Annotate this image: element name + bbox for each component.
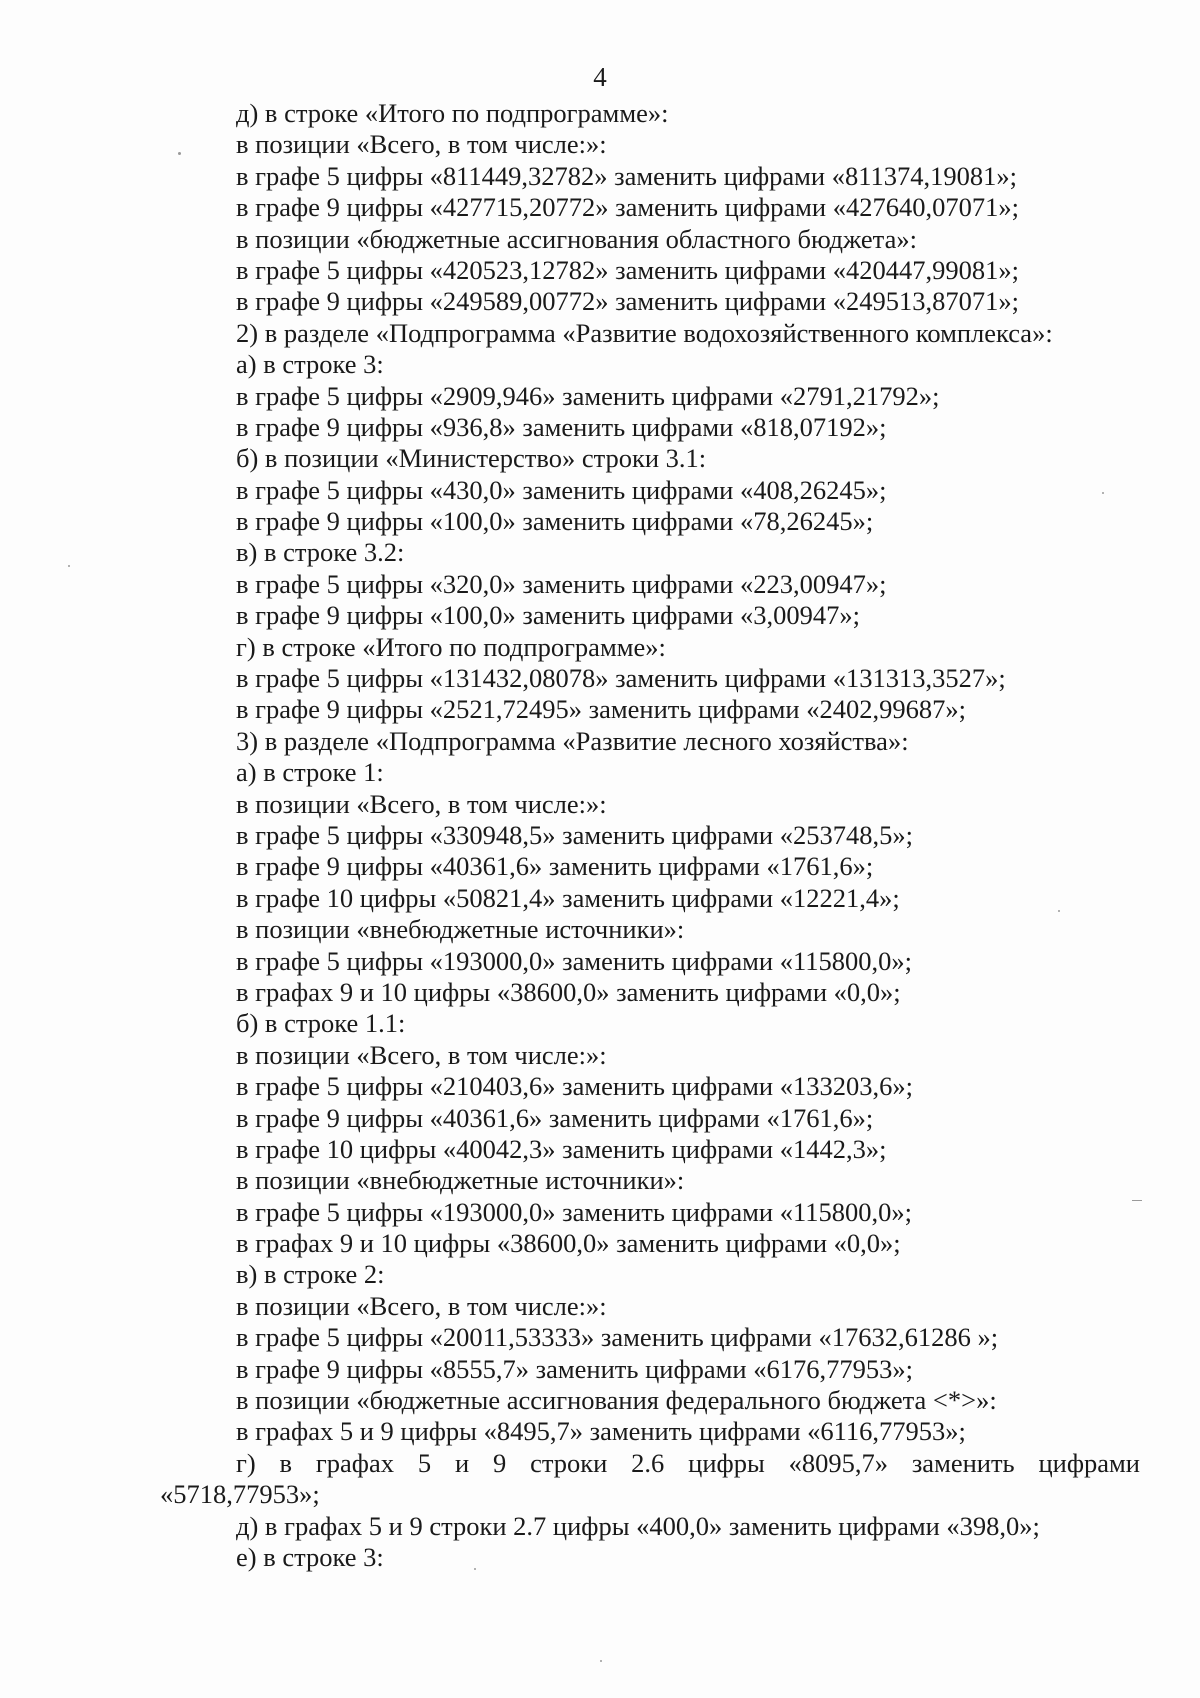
- text-line: в графе 9 цифры «100,0» заменить цифрами «3,00947»;: [236, 600, 860, 631]
- text-line: в графе 9 цифры «2521,72495» заменить цифрами «2402,99687»;: [236, 694, 966, 725]
- text-line: в позиции «Всего, в том числе:»:: [236, 129, 607, 160]
- text-line: в графе 5 цифры «420523,12782» заменить цифрами «420447,99081»;: [236, 254, 1019, 285]
- scan-speck: [1058, 910, 1060, 912]
- text-line: в графе 5 цифры «811449,32782» заменить цифрами «811374,19081»;: [236, 160, 1017, 191]
- text-line: е) в строке 3:: [236, 1541, 384, 1572]
- text-line: в графе 9 цифры «100,0» заменить цифрами «78,26245»;: [236, 506, 874, 537]
- text-line: д) в графах 5 и 9 строки 2.7 цифры «400,0» заменить цифрами «398,0»;: [236, 1510, 1040, 1541]
- text-line: в позиции «Всего, в том числе:»:: [236, 1039, 607, 1070]
- text-line: 2) в разделе «Подпрограмма «Развитие водохозяйственного комплекса»:: [236, 317, 1053, 348]
- text-line: в графе 5 цифры «430,0» заменить цифрами «408,26245»;: [236, 474, 887, 505]
- text-line: «5718,77953»;: [160, 1479, 320, 1510]
- text-line: в позиции «Всего, в том числе:»:: [236, 788, 607, 819]
- text-line: в графах 5 и 9 цифры «8495,7» заменить цифрами «6116,77953»;: [236, 1416, 966, 1447]
- text-line: в графе 10 цифры «40042,3» заменить цифрами «1442,3»;: [236, 1133, 887, 1164]
- text-line: б) в строке 1.1:: [236, 1008, 406, 1039]
- text-line: в графе 5 цифры «210403,6» заменить цифрами «133203,6»;: [236, 1071, 913, 1102]
- text-line: в графе 9 цифры «249589,00772» заменить цифрами «249513,87071»;: [236, 286, 1019, 317]
- text-line: а) в строке 3:: [236, 349, 384, 380]
- text-line: в) в строке 2:: [236, 1259, 385, 1290]
- text-line: в графе 5 цифры «320,0» заменить цифрами «223,00947»;: [236, 568, 887, 599]
- text-line: в графе 9 цифры «427715,20772» заменить цифрами «427640,07071»;: [236, 192, 1019, 223]
- text-line: в позиции «бюджетные ассигнования областного бюджета»:: [236, 223, 917, 254]
- text-line: в графе 5 цифры «330948,5» заменить цифрами «253748,5»;: [236, 819, 913, 850]
- text-line: в графе 5 цифры «193000,0» заменить цифрами «115800,0»;: [236, 945, 912, 976]
- text-line: в графах 9 и 10 цифры «38600,0» заменить цифрами «0,0»;: [236, 976, 901, 1007]
- page-number: 4: [593, 62, 607, 92]
- text-line: б) в позиции «Министерство» строки 3.1:: [236, 443, 707, 474]
- document-body: [160, 98, 1140, 1573]
- text-line: в графе 9 цифры «40361,6» заменить цифрами «1761,6»;: [236, 851, 874, 882]
- text-line: в графе 9 цифры «40361,6» заменить цифрами «1761,6»;: [236, 1102, 874, 1133]
- text-line: в графе 5 цифры «20011,53333» заменить цифрами «17632,61286 »;: [236, 1322, 999, 1353]
- text-line: в графе 9 цифры «936,8» заменить цифрами «818,07192»;: [236, 411, 887, 442]
- text-line: а) в строке 1:: [236, 757, 384, 788]
- text-line: в позиции «Всего, в том числе:»:: [236, 1290, 607, 1321]
- text-line: в графе 5 цифры «2909,946» заменить цифрами «2791,21792»;: [236, 380, 940, 411]
- scan-speck: [1132, 1200, 1142, 1201]
- scan-speck: [1102, 492, 1104, 494]
- scan-speck: [178, 152, 181, 155]
- scan-speck: [68, 565, 70, 567]
- text-line: г) в графах 5 и 9 строки 2.6 цифры «8095,7» заменить цифрами: [236, 1447, 1140, 1478]
- text-line: в графе 5 цифры «193000,0» заменить цифрами «115800,0»;: [236, 1196, 912, 1227]
- scan-speck: [474, 1568, 476, 1570]
- scan-speck: [600, 1660, 602, 1662]
- text-line: в графе 5 цифры «131432,08078» заменить цифрами «131313,3527»;: [236, 663, 1006, 694]
- text-line: г) в строке «Итого по подпрограмме»:: [236, 631, 666, 662]
- text-line: 3) в разделе «Подпрограмма «Развитие лесного хозяйства»:: [236, 725, 909, 756]
- text-line: в позиции «бюджетные ассигнования федерального бюджета <*>»:: [236, 1385, 997, 1416]
- text-line: в позиции «внебюджетные источники»:: [236, 914, 685, 945]
- text-line: в графах 9 и 10 цифры «38600,0» заменить цифрами «0,0»;: [236, 1228, 901, 1259]
- text-line: в графе 9 цифры «8555,7» заменить цифрами «6176,77953»;: [236, 1353, 913, 1384]
- text-line: в) в строке 3.2:: [236, 537, 405, 568]
- text-line: в позиции «внебюджетные источники»:: [236, 1165, 685, 1196]
- text-line: д) в строке «Итого по подпрограмме»:: [236, 98, 669, 128]
- text-line: в графе 10 цифры «50821,4» заменить цифрами «12221,4»;: [236, 882, 900, 913]
